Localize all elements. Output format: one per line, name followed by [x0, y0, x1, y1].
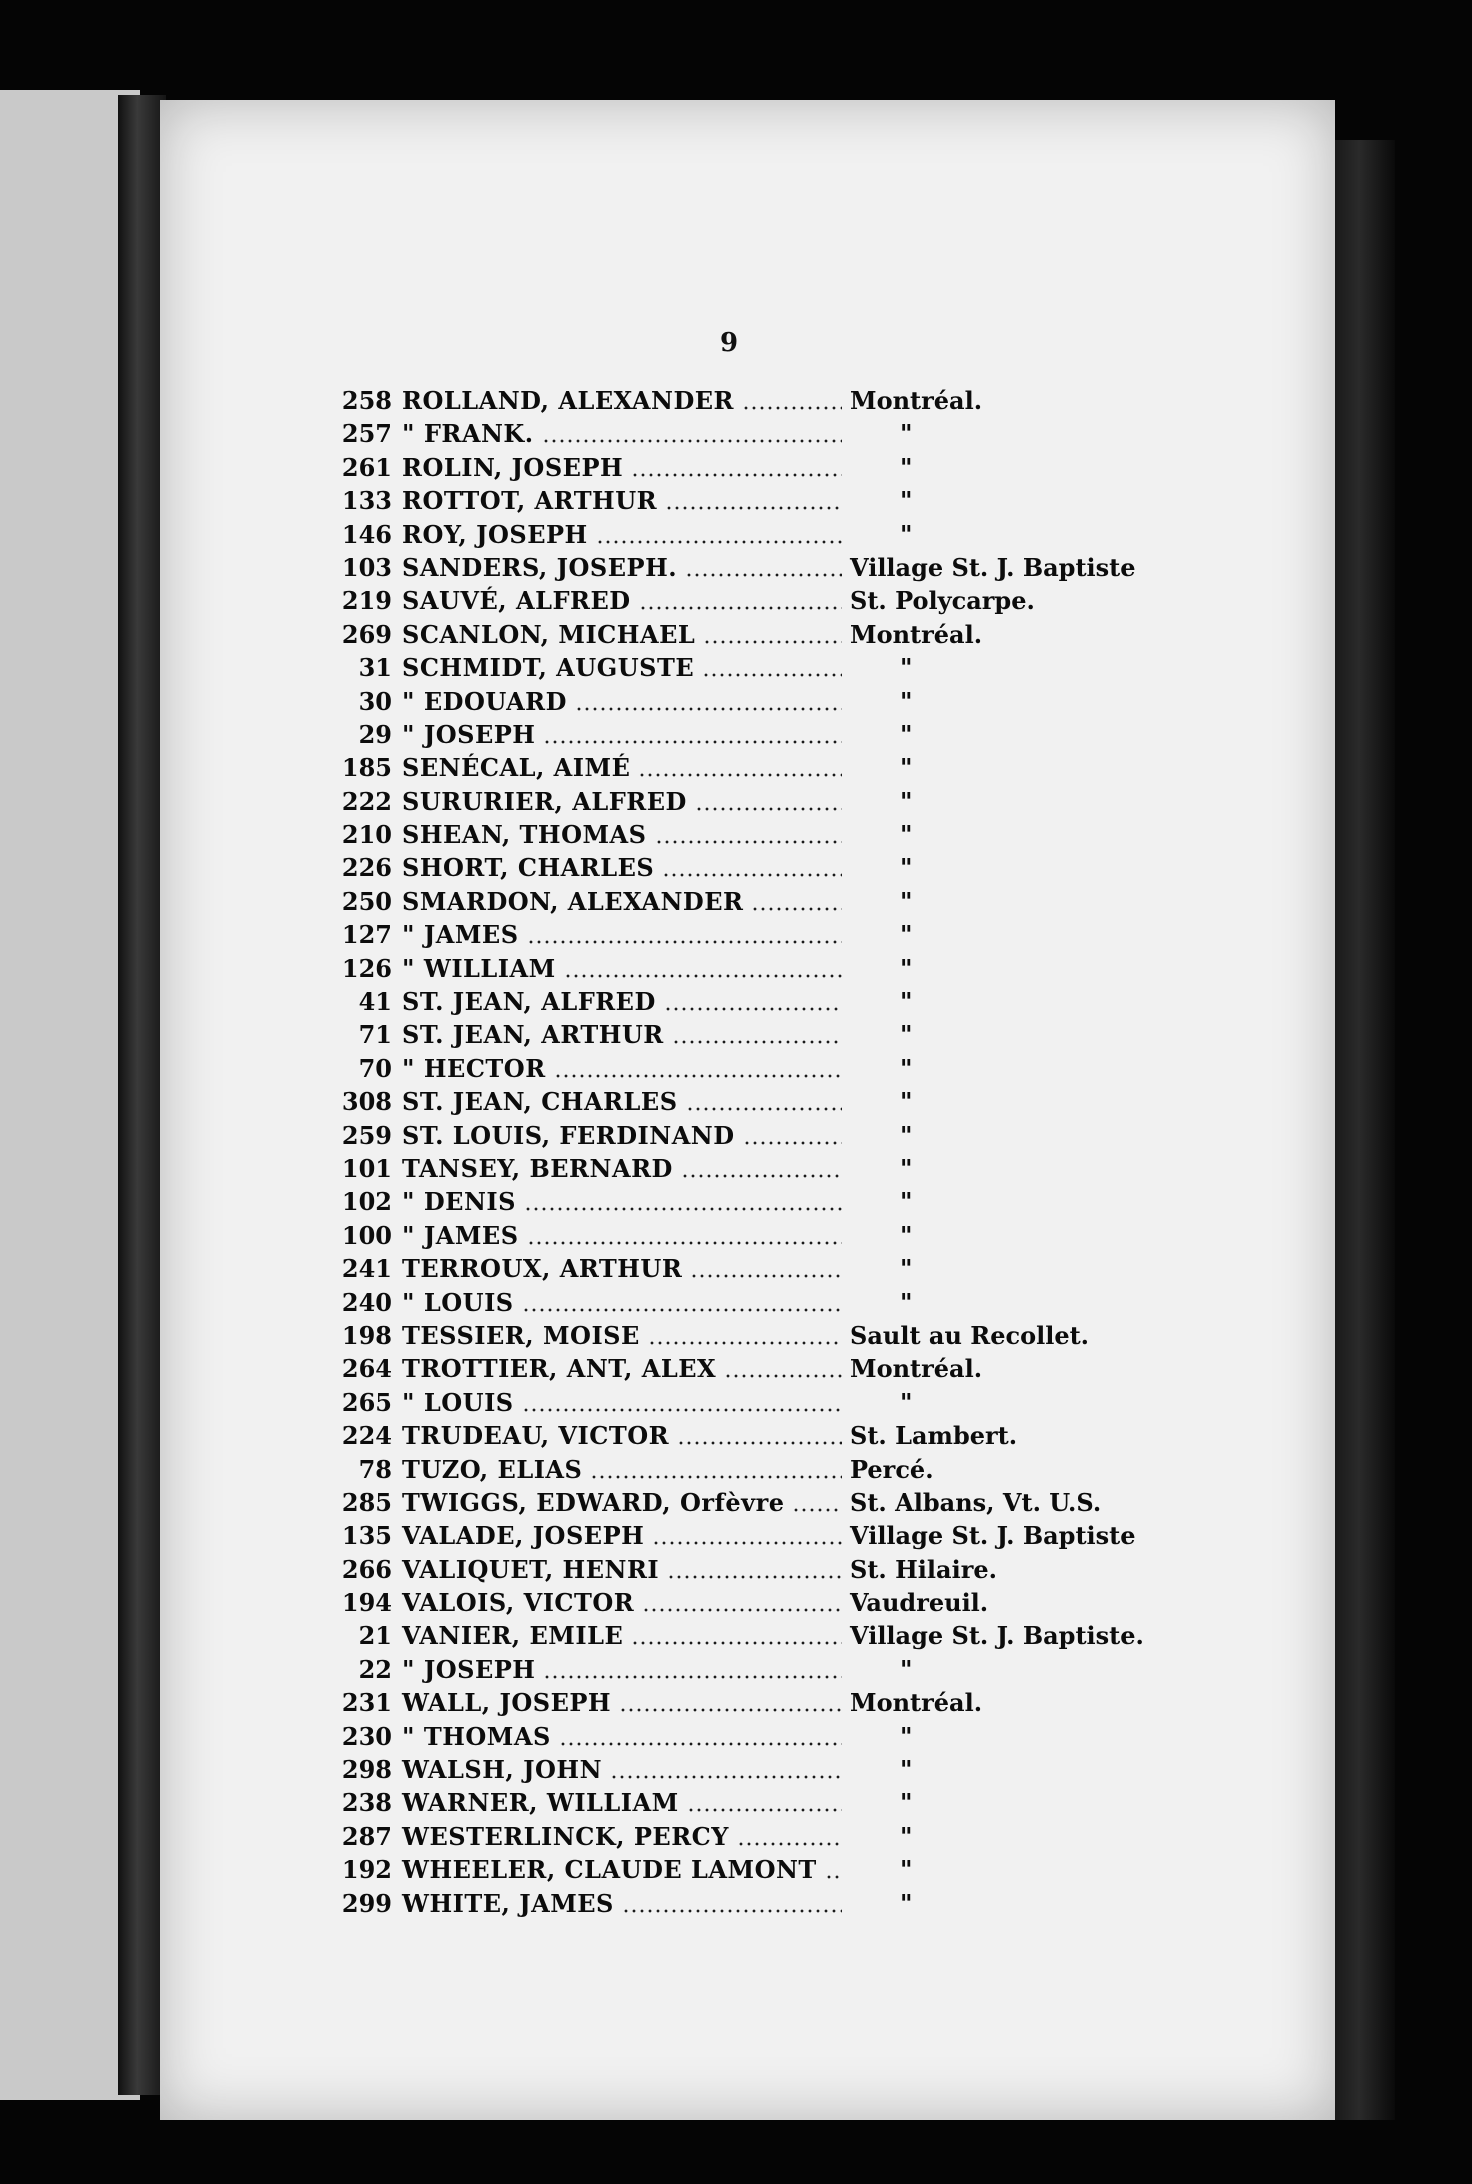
entry-number: 269: [341, 619, 392, 649]
entry-number: 29: [358, 719, 392, 749]
student-name: SAUVÉ, ALFRED: [402, 586, 631, 616]
hometown: ": [900, 1788, 913, 1818]
leader-dots: [559, 1742, 842, 1746]
entry-number: 210: [341, 820, 392, 850]
entry-number: 31: [358, 653, 392, 683]
hometown: Sault au Recollet.: [850, 1320, 1090, 1350]
hometown: ": [900, 886, 913, 916]
entry-number: 258: [341, 386, 392, 415]
student-name: TUZO, ELIAS: [402, 1454, 583, 1484]
hometown: ": [900, 1087, 913, 1117]
entry-number: 285: [341, 1487, 392, 1517]
hometown: St. Hilaire.: [850, 1554, 997, 1584]
student-name: ST. JEAN, ARTHUR: [402, 1020, 664, 1050]
student-name: TWIGGS, EDWARD, Orfèvre: [402, 1487, 785, 1517]
hometown: Village St. J. Baptiste: [850, 552, 1136, 582]
leader-dots: [677, 1441, 842, 1445]
leader-dots: [619, 1708, 842, 1712]
leader-dots: [685, 573, 842, 577]
leader-dots: [742, 406, 842, 410]
leader-dots: [737, 1842, 842, 1846]
student-name: ROY, JOSEPH: [402, 519, 588, 549]
entry-number: 298: [341, 1755, 392, 1785]
student-name: " HECTOR: [402, 1053, 546, 1083]
leader-dots: [527, 940, 842, 944]
student-name: ROTTOT, ARTHUR: [402, 486, 658, 516]
student-name: VALOIS, VICTOR: [402, 1588, 635, 1618]
hometown: ": [900, 1287, 913, 1317]
leader-dots: [596, 540, 842, 544]
student-name: " THOMAS: [402, 1721, 551, 1751]
student-name: ST. JEAN, ALFRED: [402, 987, 656, 1017]
hometown: Village St. J. Baptiste: [850, 1521, 1136, 1551]
leader-dots: [652, 1541, 842, 1545]
student-name: " EDOUARD: [402, 686, 567, 716]
leader-dots: [639, 606, 842, 610]
leader-dots: [543, 1675, 842, 1679]
leader-dots: [664, 1007, 842, 1011]
hometown: ": [900, 519, 913, 549]
hometown: ": [900, 686, 913, 716]
entry-number: 240: [341, 1287, 392, 1317]
leader-dots: [702, 673, 842, 677]
student-name: SCANLON, MICHAEL: [402, 619, 696, 649]
student-name: " JAMES: [402, 920, 519, 950]
student-name: SHEAN, THOMAS: [402, 820, 647, 850]
hometown: ": [900, 753, 913, 783]
entry-number: 259: [341, 1120, 392, 1150]
entry-number: 71: [358, 1020, 392, 1050]
hometown: ": [900, 1153, 913, 1183]
student-name: WARNER, WILLIAM: [402, 1788, 679, 1818]
hometown: ": [900, 1821, 913, 1851]
hometown: ": [900, 1053, 913, 1083]
hometown: ": [900, 1220, 913, 1250]
hometown: Percé.: [850, 1454, 934, 1484]
leader-dots: [524, 1207, 842, 1211]
student-name: " LOUIS: [402, 1287, 514, 1317]
student-name: ST. LOUIS, FERDINAND: [402, 1120, 735, 1150]
entry-number: 266: [341, 1554, 392, 1584]
entry-number: 287: [341, 1821, 392, 1851]
leader-dots: [631, 1641, 842, 1645]
hometown: Montréal.: [850, 619, 983, 649]
leader-dots: [522, 1408, 842, 1412]
leader-dots: [792, 1508, 842, 1512]
entry-number: 70: [358, 1053, 392, 1083]
page-edge-shadow: [1335, 140, 1395, 2120]
leader-dots: [622, 1909, 842, 1913]
hometown: ": [900, 419, 913, 449]
hometown: St. Lambert.: [850, 1421, 1018, 1451]
student-name: SANDERS, JOSEPH.: [402, 552, 678, 582]
student-name: " JOSEPH: [402, 719, 536, 749]
entry-number: 100: [341, 1220, 392, 1250]
hometown: ": [900, 1020, 913, 1050]
leader-dots: [751, 907, 842, 911]
hometown: ": [900, 1855, 913, 1885]
leader-dots: [681, 1174, 842, 1178]
hometown: ": [900, 719, 913, 749]
hometown: ": [900, 1721, 913, 1751]
leader-dots: [638, 773, 842, 777]
entry-number: 194: [341, 1588, 392, 1618]
leader-dots: [631, 473, 842, 477]
entry-number: 126: [341, 953, 392, 983]
leader-dots: [575, 707, 842, 711]
entry-number: 241: [341, 1254, 392, 1284]
student-name: VALIQUET, HENRI: [402, 1554, 660, 1584]
leader-dots: [703, 640, 842, 644]
hometown: Montréal.: [850, 1354, 983, 1384]
entry-number: 299: [341, 1888, 392, 1918]
entry-number: 264: [341, 1354, 392, 1384]
hometown: ": [900, 820, 913, 850]
entry-number: 226: [341, 853, 392, 883]
entry-number: 146: [341, 519, 392, 549]
hometown: ": [900, 653, 913, 683]
entry-number: 219: [341, 586, 392, 616]
leader-dots: [564, 974, 842, 978]
leader-dots: [743, 1141, 842, 1145]
student-name: TROTTIER, ANT, ALEX: [402, 1354, 717, 1384]
entry-number: 127: [341, 920, 392, 950]
leader-dots: [590, 1475, 842, 1479]
leader-dots: [522, 1308, 842, 1312]
student-name: SCHMIDT, AUGUSTE: [402, 653, 695, 683]
entry-number: 185: [341, 753, 392, 783]
entry-number: 41: [358, 987, 392, 1017]
leader-dots: [667, 1575, 842, 1579]
entry-number: 308: [341, 1087, 392, 1117]
hometown: ": [900, 1187, 913, 1217]
entry-number: 22: [358, 1654, 392, 1684]
student-name: ROLIN, JOSEPH: [402, 452, 624, 482]
student-name: ROLLAND, ALEXANDER: [402, 386, 734, 415]
entry-number: 198: [341, 1320, 392, 1350]
hometown: ": [900, 1755, 913, 1785]
hometown: ": [900, 1120, 913, 1150]
leader-dots: [825, 1875, 842, 1879]
leader-dots: [542, 439, 842, 443]
entry-number: 102: [341, 1187, 392, 1217]
book-gutter: [118, 95, 166, 2095]
leader-dots: [672, 1040, 842, 1044]
leader-dots: [543, 740, 842, 744]
student-name: TERROUX, ARTHUR: [402, 1254, 683, 1284]
entry-number: 222: [341, 786, 392, 816]
hometown: Village St. J. Baptiste.: [850, 1621, 1144, 1651]
entry-number: 250: [341, 886, 392, 916]
hometown: ": [900, 452, 913, 482]
student-name: " JOSEPH: [402, 1654, 536, 1684]
leader-dots: [554, 1074, 842, 1078]
student-name: " JAMES: [402, 1220, 519, 1250]
hometown: Montréal.: [850, 1688, 983, 1718]
entry-number: 224: [341, 1421, 392, 1451]
leader-dots: [655, 840, 842, 844]
hometown: Montréal.: [850, 386, 983, 415]
student-name: SENÉCAL, AIMÉ: [402, 753, 631, 783]
leader-dots: [690, 1274, 842, 1278]
student-name: TESSIER, MOISE: [402, 1320, 640, 1350]
entry-number: 78: [358, 1454, 392, 1484]
student-name: TANSEY, BERNARD: [402, 1153, 673, 1183]
student-name: " LOUIS: [402, 1387, 514, 1417]
leader-dots: [724, 1374, 842, 1378]
hometown: ": [900, 920, 913, 950]
entry-number: 265: [341, 1387, 392, 1417]
entry-number: 21: [358, 1621, 392, 1651]
student-name: SMARDON, ALEXANDER: [402, 886, 744, 916]
entry-number: 238: [341, 1788, 392, 1818]
entry-number: 257: [341, 419, 392, 449]
hometown: ": [900, 486, 913, 516]
hometown: ": [900, 1387, 913, 1417]
leader-dots: [610, 1775, 842, 1779]
hometown: ": [900, 853, 913, 883]
student-name: ST. JEAN, CHARLES: [402, 1087, 678, 1117]
leader-dots: [662, 873, 842, 877]
student-name: WALSH, JOHN: [402, 1755, 603, 1785]
student-name: WESTERLINCK, PERCY: [402, 1821, 729, 1851]
leader-dots: [648, 1341, 842, 1345]
student-name: SURURIER, ALFRED: [402, 786, 687, 816]
leader-dots: [642, 1608, 842, 1612]
entry-number: 230: [341, 1721, 392, 1751]
student-name: " DENIS: [402, 1187, 516, 1217]
student-name: SHORT, CHARLES: [402, 853, 655, 883]
hometown: St. Polycarpe.: [850, 586, 1035, 616]
hometown: ": [900, 1254, 913, 1284]
page-number: 9: [720, 328, 739, 358]
hometown: ": [900, 1888, 913, 1918]
student-name: WALL, JOSEPH: [402, 1688, 612, 1718]
hometown: ": [900, 786, 913, 816]
entry-number: 261: [341, 452, 392, 482]
leader-dots: [687, 1808, 842, 1812]
leader-dots: [527, 1241, 842, 1245]
entry-number: 103: [341, 552, 392, 582]
leader-dots: [695, 807, 842, 811]
leader-dots: [686, 1107, 842, 1111]
hometown: ": [900, 987, 913, 1017]
entry-number: 30: [358, 686, 392, 716]
entry-number: 192: [341, 1855, 392, 1885]
student-name: VALADE, JOSEPH: [402, 1521, 645, 1551]
student-name: " FRANK.: [402, 419, 534, 449]
student-name: TRUDEAU, VICTOR: [402, 1421, 670, 1451]
hometown: Vaudreuil.: [850, 1588, 989, 1618]
entry-number: 135: [341, 1521, 392, 1551]
student-name: VANIER, EMILE: [402, 1621, 624, 1651]
entry-number: 133: [341, 486, 392, 516]
student-name: WHEELER, CLAUDE LAMONT: [402, 1855, 817, 1885]
leader-dots: [665, 506, 842, 510]
student-name: WHITE, JAMES: [402, 1888, 614, 1918]
student-name: " WILLIAM: [402, 953, 556, 983]
entry-number: 101: [341, 1153, 392, 1183]
hometown: St. Albans, Vt. U.S.: [850, 1487, 1102, 1517]
hometown: ": [900, 953, 913, 983]
hometown: ": [900, 1654, 913, 1684]
entry-number: 231: [341, 1688, 392, 1718]
